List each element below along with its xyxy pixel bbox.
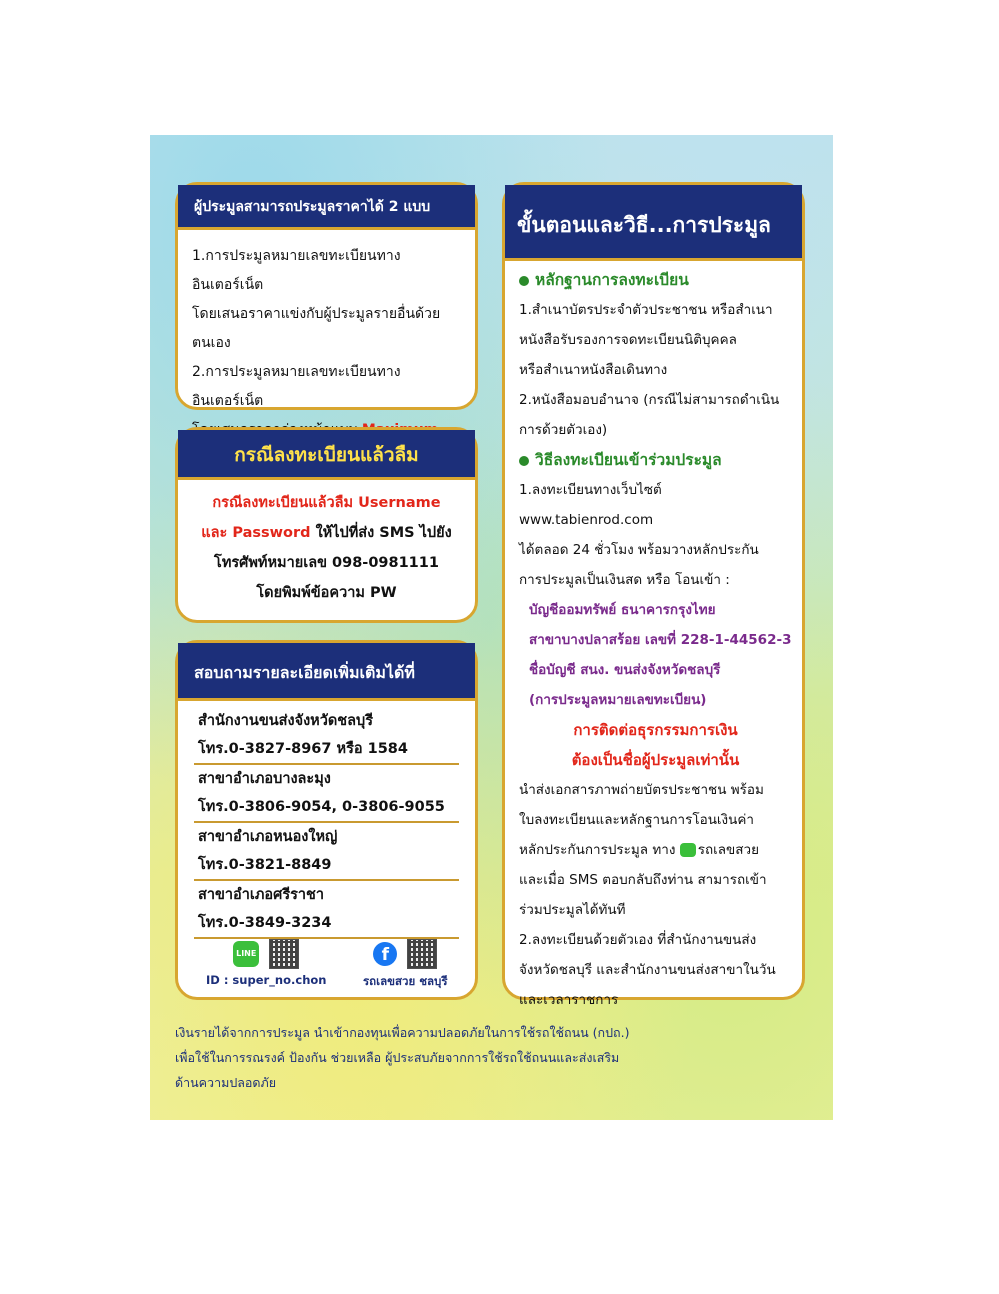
step-line: ได้ตลอด 24 ชั่วโมง พร้อมวางหลักประกัน <box>519 542 759 558</box>
forgot-message-line: โดยพิมพ์ข้อความ PW <box>256 585 397 601</box>
bid-method-line: 1.การประมูลหมายเลขทะเบียนทางอินเตอร์เน็ต <box>192 248 401 293</box>
contact-office-phone: โทร.0-3806-9054, 0-3806-9055 <box>198 799 445 815</box>
contact-body <box>178 701 475 939</box>
contact-card <box>175 640 478 1000</box>
bid-methods-card <box>175 182 478 410</box>
step-line: จังหวัดชลบุรี และสำนักงานขนส่งสาขาในวัน <box>519 962 776 978</box>
step-line: ใบลงทะเบียนและหลักฐานการโอนเงินค่า <box>519 812 754 828</box>
step-line: และเวลาราชการ <box>519 992 619 1008</box>
bank-account-line: บัญชีออมทรัพย์ ธนาคารกรุงไทย <box>529 602 716 618</box>
bank-account-line: ชื่อบัญชี สนง. ขนส่งจังหวัดชลบุรี <box>529 662 721 678</box>
qr-code-icon <box>407 939 437 969</box>
step-line: นำส่งเอกสารภาพถ่ายบัตรประชาชน พร้อม <box>519 782 764 798</box>
bank-account-line: (การประมูลหมายเลขทะเบียน) <box>529 692 707 708</box>
bid-method-line: ตนเอง <box>192 335 231 351</box>
facebook-contact <box>363 939 448 991</box>
bullet-icon <box>519 456 529 466</box>
forgot-password-text: และ Password <box>201 525 311 541</box>
step-line: หรือสำเนาหนังสือเดินทาง <box>519 362 668 378</box>
footer-line: เพื่อใช้ในการรณรงค์ ป้องกัน ช่วยเหลือ ผู้ประสบภัยจากการใช้รถใช้ถนนและส่งเสริม <box>175 1050 620 1065</box>
forgot-phone-line: โทรศัพท์หมายเลข 098-0981111 <box>214 555 439 571</box>
bank-account-line: สาขาบางปลาสร้อย เลขที่ 228-1-44562-3 <box>529 632 792 648</box>
warning-line: ต้องเป็นชื่อผู้ประมูลเท่านั้น <box>571 751 740 769</box>
contact-office-phone: โทร.0-3827-8967 หรือ 1584 <box>198 741 408 757</box>
step-line: การประมูลเป็นเงินสด หรือ โอนเข้า : <box>519 572 730 588</box>
forgot-line <box>182 518 471 548</box>
step-line: 2.หนังสือมอบอำนาจ (กรณีไม่สามารถดำเนิน <box>519 392 780 408</box>
bid-method-line: 2.การประมูลหมายเลขทะเบียนทางอินเตอร์เน็ต <box>192 364 401 409</box>
step-line: และเมื่อ SMS ตอบกลับถึงท่าน สามารถเข้า <box>519 872 767 888</box>
footer-note <box>175 1020 815 1095</box>
facebook-page-name: รถเลขสวย ชลบุรี <box>363 974 448 988</box>
bid-method-line: โดยเสนอราคาแข่งกับผู้ประมูลรายอื่นด้วย <box>192 306 441 322</box>
qr-code-icon <box>269 939 299 969</box>
step-line: 1.สำเนาบัตรประจำตัวประชาชน หรือสำเนา <box>519 302 773 318</box>
line-app-icon <box>680 843 696 857</box>
section-heading: วิธีลงทะเบียนเข้าร่วมประมูล <box>519 445 792 475</box>
step-line: หลักประกันการประมูล ทาง รถเลขสวย <box>519 842 760 858</box>
flyer-page <box>150 135 833 1120</box>
contact-office-phone: โทร.0-3821-8849 <box>198 857 332 873</box>
forgot-credentials-body <box>178 480 475 608</box>
step-line: การด้วยตัวเอง) <box>519 422 608 438</box>
line-id-text: ID : super_no.chon <box>206 973 327 987</box>
contact-office-name: สำนักงานขนส่งจังหวัดชลบุรี <box>198 713 373 729</box>
forgot-sms-text: ให้ไปที่ส่ง SMS ไปยัง <box>310 525 452 541</box>
forgot-credentials-title: กรณีลงทะเบียนแล้วลืม <box>178 430 475 480</box>
line-contact <box>206 939 326 987</box>
contact-office-name: สาขาอำเภอศรีราชา <box>198 887 325 903</box>
contact-office-name: สาขาอำเภอหนองใหญ่ <box>198 829 338 845</box>
facebook-icon: f <box>373 942 397 966</box>
forgot-line: กรณีลงทะเบียนแล้วลืม Username <box>212 495 441 511</box>
contact-title: สอบถามรายละเอียดเพิ่มเติมได้ที่ <box>178 643 475 701</box>
contact-office-phone: โทร.0-3849-3234 <box>198 915 332 931</box>
step-line: 1.ลงทะเบียนทางเว็บไซต์ www.tabienrod.com <box>519 482 662 528</box>
step-line: 2.ลงทะเบียนด้วยตัวเอง ที่สำนักงานขนส่ง <box>519 932 757 948</box>
social-links <box>178 939 475 999</box>
step-line: ร่วมประมูลได้ทันที <box>519 902 626 918</box>
forgot-credentials-card <box>175 427 478 623</box>
bid-methods-title: ผู้ประมูลสามารถประมูลราคาได้ 2 แบบ <box>178 185 475 230</box>
warning-line: การติดต่อธุรกรรมการเงิน <box>573 721 738 739</box>
contact-office-name: สาขาอำเภอบางละมุง <box>198 771 331 787</box>
bullet-icon <box>519 276 529 286</box>
auction-steps-card <box>502 182 805 1008</box>
auction-steps-title: ขั้นตอนและวิธี...การประมูล <box>505 185 802 261</box>
footer-line: ด้านความปลอดภัย <box>175 1075 277 1090</box>
line-app-icon: LINE <box>233 941 259 967</box>
step-line: หนังสือรับรองการจดทะเบียนนิติบุคคล <box>519 332 737 348</box>
footer-line: เงินรายได้จากการประมูล นำเข้ากองทุนเพื่อความปลอดภัยในการใช้รถใช้ถนน (กปถ.) <box>175 1025 630 1040</box>
auction-steps-body <box>505 261 802 1015</box>
section-heading: หลักฐานการลงทะเบียน <box>519 265 792 295</box>
